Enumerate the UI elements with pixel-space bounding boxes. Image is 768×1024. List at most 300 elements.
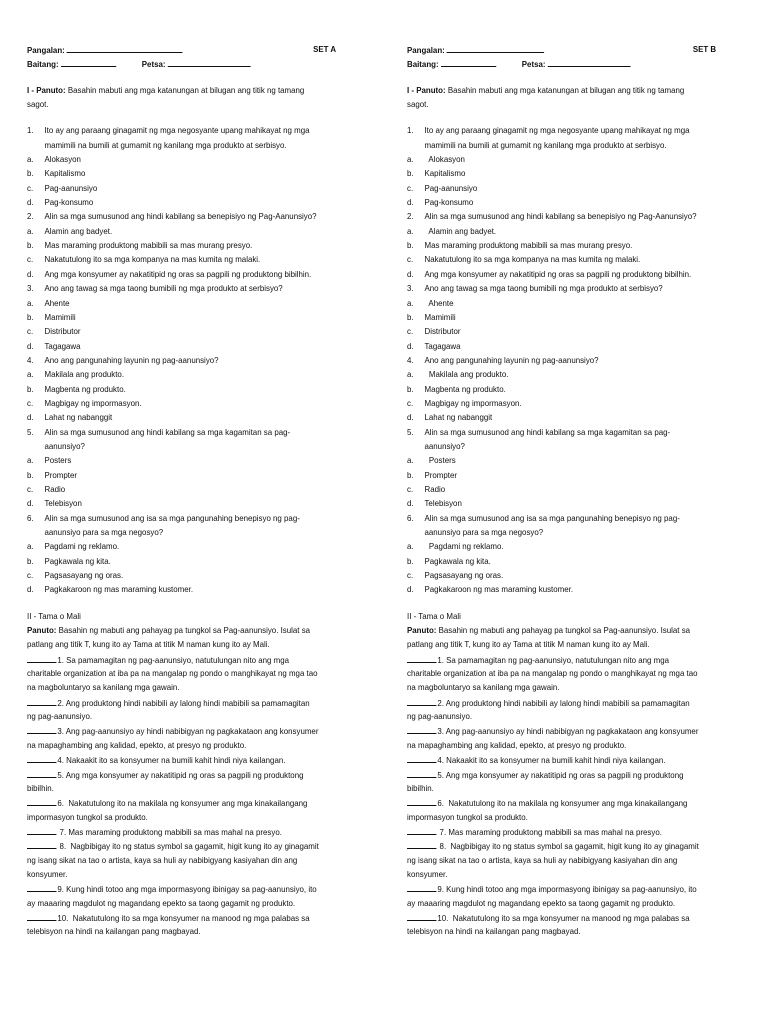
question-number: 6. (407, 512, 414, 523)
tf-item-line (407, 910, 716, 924)
tf-statement-text: na magboluntaryo sa kanilang mga gawain. (407, 682, 560, 693)
tf-statement-text: charitable organization at iba pa na mangalap ng pondo o manghikayat ng mga tao (27, 668, 318, 679)
question-text: Alin sa mga sumusunod ang hindi kabilang sa benepisiyo ng Pag-Aanunsiyo? (424, 211, 697, 222)
question-number: 3. (27, 283, 34, 294)
answer-option[interactable] (407, 324, 716, 338)
answer-option[interactable] (27, 152, 336, 166)
answer-blank[interactable] (407, 910, 436, 921)
question-number: 1. (407, 125, 414, 136)
part2-panuto-label: Panuto: (407, 625, 437, 636)
tf-statement-text: 3. Ang pag-aanunsiyo ay hindi nabibigyan ng pagkakataon ang konsyumer (437, 726, 699, 737)
option-letter: b. (27, 469, 34, 480)
part2-instruction-text: Basahin ng mabuti ang pahayag pa tungkol sa Pag-aanunsiyo. Isulat sa (438, 625, 691, 636)
tf-statement-text: 8. Nagbibigay ito ng status symbol sa gagamit, higit kung ito ay ginagamit (437, 841, 699, 852)
answer-blank[interactable] (27, 767, 56, 778)
name-row (27, 42, 336, 56)
tf-item-line (407, 695, 716, 709)
question-number: 5. (407, 426, 414, 437)
part1-title: I - Panuto: (27, 84, 66, 95)
option-letter: c. (407, 254, 414, 265)
option-text: Distributor (424, 326, 461, 337)
answer-blank[interactable] (407, 767, 436, 778)
question-item (407, 123, 716, 137)
tf-statement-text: konsyumer. (27, 868, 68, 879)
tf-statement-text: 7. Mas maraming produktong mabibili sa mas mahal na presyo. (437, 826, 662, 837)
question-item (27, 353, 336, 367)
option-letter: a. (407, 369, 414, 380)
date-label: Petsa: (141, 59, 166, 70)
answer-option[interactable] (407, 367, 716, 381)
option-text: Makilala ang produkto. (44, 369, 125, 380)
part1-instruction-text: sagot. (407, 99, 429, 110)
option-text: Pagkakaroon ng mas maraming kustomer. (424, 584, 574, 595)
date-blank[interactable] (548, 56, 631, 67)
option-letter: c. (27, 483, 34, 494)
tf-item-line (407, 666, 716, 680)
option-letter: b. (407, 383, 414, 394)
answer-blank[interactable] (27, 910, 56, 921)
tf-statement-text: ng pag-aanunsiyo. (407, 711, 473, 722)
option-text: Telebisyon (44, 498, 82, 509)
set-label: SET A (313, 44, 337, 54)
tf-statement-text: telebisyon na hindi na kailangan pang magbayad. (407, 926, 581, 937)
option-text: Alokasyon (44, 154, 81, 165)
answer-option[interactable] (27, 482, 336, 496)
answer-option[interactable] (407, 468, 716, 482)
tf-item-line (27, 738, 336, 752)
option-letter: a. (27, 297, 34, 308)
answer-option[interactable] (27, 296, 336, 310)
answer-option[interactable] (407, 568, 716, 582)
option-letter: c. (27, 570, 34, 581)
spacer (27, 597, 336, 609)
answer-option[interactable] (27, 339, 336, 353)
tf-item-line (407, 824, 716, 838)
part2-instruction-text: patlang ang titik T, kung ito ay Tama at titik M naman kung ito ay Mali. (27, 639, 270, 650)
option-letter: a. (27, 225, 34, 236)
answer-blank[interactable] (407, 652, 436, 663)
option-text: Pag-konsumo (44, 197, 94, 208)
answer-option[interactable] (27, 324, 336, 338)
tf-statement-text: 10. Nakatutulong ito sa mga konsyumer na manood ng mga palabas sa (437, 912, 690, 923)
option-letter: d. (27, 584, 34, 595)
option-letter: c. (27, 397, 34, 408)
tf-item-line (407, 838, 716, 852)
answer-option[interactable] (27, 267, 336, 281)
option-text: Nakatutulong ito sa mga kompanya na mas kumita ng malaki. (44, 254, 261, 265)
tf-item-line (27, 838, 336, 852)
question-item (407, 425, 716, 439)
answer-blank[interactable] (27, 881, 56, 892)
option-letter: d. (27, 268, 34, 279)
option-letter: c. (407, 570, 414, 581)
tf-statement-text: 5. Ang mga konsyumer ay nakatitipid ng oras sa pagpili ng produktong (57, 769, 304, 780)
date-label: Petsa: (521, 59, 546, 70)
question-number: 4. (27, 354, 34, 365)
tf-statement-text: bibilhin. (407, 782, 434, 793)
part1-instruction-line (407, 83, 716, 97)
part2-instruction-text: Basahin ng mabuti ang pahayag pa tungkol sa Pag-aanunsiyo. Isulat sa (58, 625, 311, 636)
question-text: Alin sa mga sumusunod ang isa sa mga pangunahing benepisyo ng pag- (44, 512, 300, 523)
option-text: Pag-konsumo (424, 197, 474, 208)
tf-item-line (27, 896, 336, 910)
option-letter: a. (27, 455, 34, 466)
option-letter: a. (407, 541, 414, 552)
answer-blank[interactable] (407, 824, 436, 835)
tf-item-line (407, 738, 716, 752)
option-text: Kapitalismo (44, 168, 86, 179)
answer-option[interactable] (407, 410, 716, 424)
answer-option[interactable] (27, 224, 336, 238)
tf-statement-text: 4. Nakaakit ito sa konsyumer na bumili kahit hindi niya kailangan. (437, 755, 666, 766)
option-text: Pagkawala ng kita. (44, 555, 111, 566)
answer-option[interactable] (407, 166, 716, 180)
option-text: Nakatutulong ito sa mga kompanya na mas kumita ng malaki. (424, 254, 641, 265)
option-text: Kapitalismo (424, 168, 466, 179)
answer-blank[interactable] (27, 723, 56, 734)
answer-option[interactable] (407, 296, 716, 310)
tf-statement-text: 1. Sa pamamagitan ng pag-aanunsiyo, natutulungan nito ang mga (57, 654, 290, 665)
option-text: Pagkakaroon ng mas maraming kustomer. (44, 584, 194, 595)
date-blank[interactable] (168, 56, 251, 67)
tf-item-line (27, 824, 336, 838)
option-text: Tagagawa (44, 340, 81, 351)
option-letter: d. (407, 584, 414, 595)
answer-option[interactable] (27, 554, 336, 568)
tf-item-line (27, 680, 336, 694)
option-letter: b. (407, 168, 414, 179)
tf-statement-text: ng isang sikat na tao o artista, kaya sa huli ay nabibigyang kasiyahan din ang (27, 854, 298, 865)
part2-instruction-line (27, 623, 336, 637)
part1-instruction-text: Basahin mabuti ang mga katanungan at bilugan ang titik ng tamang (447, 84, 685, 95)
tf-item-line (27, 695, 336, 709)
question-item (407, 281, 716, 295)
tf-item-line (27, 910, 336, 924)
answer-option[interactable] (407, 582, 716, 596)
option-text: Posters (424, 455, 456, 466)
answer-option[interactable] (27, 195, 336, 209)
tf-statement-text: 2. Ang produktong hindi nabibili ay lalong hindi mabibili sa pamamagitan (57, 697, 310, 708)
tf-statement-text: bibilhin. (27, 782, 54, 793)
question-text-continued: aanunsiyo? (44, 440, 85, 451)
option-letter: d. (27, 197, 34, 208)
option-letter: b. (27, 383, 34, 394)
tf-statement-text: konsyumer. (407, 868, 448, 879)
option-text: Prompter (424, 469, 457, 480)
answer-option[interactable] (407, 195, 716, 209)
answer-blank[interactable] (407, 881, 436, 892)
option-letter: b. (27, 240, 34, 251)
grade-blank[interactable] (441, 56, 496, 67)
tf-item-line (27, 723, 336, 737)
option-letter: b. (407, 555, 414, 566)
tf-statement-text: ay maaaring magdulot ng magandang epekto sa taong gagamit ng produkto. (407, 897, 676, 908)
answer-option[interactable] (27, 367, 336, 381)
tf-item-line (407, 752, 716, 766)
tf-statement-text: impormasyon tungkol sa produkto. (407, 811, 528, 822)
option-text: Radio (44, 483, 66, 494)
option-letter: b. (407, 240, 414, 251)
part2-title: II - Tama o Mali (27, 610, 81, 621)
answer-blank[interactable] (27, 838, 56, 849)
answer-option[interactable] (27, 568, 336, 582)
answer-option[interactable] (27, 382, 336, 396)
option-text: Ang mga konsyumer ay nakatitipid ng oras sa pagpili ng produktong bibilhin. (44, 268, 312, 279)
answer-option[interactable] (407, 396, 716, 410)
answer-option[interactable] (407, 181, 716, 195)
part2-instruction-line (407, 637, 716, 651)
question-number: 5. (27, 426, 34, 437)
option-text: Distributor (44, 326, 81, 337)
question-text: Ito ay ang paraang ginagamit ng mga negosyante upang mahikayat ng mga (44, 125, 310, 136)
tf-item-line (27, 752, 336, 766)
option-letter: c. (407, 326, 414, 337)
option-text: Magbenta ng produkto. (44, 383, 126, 394)
answer-option[interactable] (27, 181, 336, 195)
question-number: 3. (407, 283, 414, 294)
answer-option[interactable] (407, 238, 716, 252)
tf-statement-text: ng pag-aanunsiyo. (27, 711, 93, 722)
part1-instruction-line (27, 97, 336, 111)
tf-statement-text: 4. Nakaakit ito sa konsyumer na bumili kahit hindi niya kailangan. (57, 755, 286, 766)
option-letter: a. (407, 455, 414, 466)
option-letter: b. (407, 469, 414, 480)
option-letter: b. (27, 555, 34, 566)
option-letter: d. (407, 340, 414, 351)
answer-option[interactable] (407, 339, 716, 353)
answer-option[interactable] (407, 152, 716, 166)
option-text: Mas maraming produktong mabibili sa mas murang presyo. (44, 240, 253, 251)
part2-title: II - Tama o Mali (407, 610, 461, 621)
answer-blank[interactable] (407, 695, 436, 706)
grade-blank[interactable] (61, 56, 116, 67)
option-letter: d. (27, 498, 34, 509)
option-text: Lahat ng nabanggit (424, 412, 493, 423)
question-number: 4. (407, 354, 414, 365)
answer-option[interactable] (407, 554, 716, 568)
part1-instruction-line (27, 83, 336, 97)
part1-instruction-line (407, 97, 716, 111)
option-letter: c. (27, 182, 34, 193)
question-item (407, 511, 716, 525)
tf-statement-text: ng isang sikat na tao o artista, kaya sa huli ay nabibigyang kasiyahan din ang (407, 854, 678, 865)
tf-item-line (27, 810, 336, 824)
option-text: Mamimili (44, 311, 76, 322)
question-text-continued: mamimili na bumili at gumamit ng kanilang mga produkto at serbisyo. (424, 139, 667, 150)
tf-item-line (27, 652, 336, 666)
set-b-column (407, 42, 716, 939)
tf-statement-text: na mapaghambing ang kalidad, epekto, at presyo ng produkto. (407, 739, 627, 750)
question-text: Ito ay ang paraang ginagamit ng mga negosyante upang mahikayat ng mga (424, 125, 690, 136)
part2-instruction-text: patlang ang titik T, kung ito ay Tama at titik M naman kung ito ay Mali. (407, 639, 650, 650)
option-text: Pagsasayang ng oras. (44, 570, 124, 581)
part2-panuto-label: Panuto: (27, 625, 57, 636)
name-blank[interactable] (447, 42, 545, 53)
option-text: Mamimili (424, 311, 456, 322)
option-text: Ahente (44, 297, 70, 308)
question-text: Alin sa mga sumusunod ang hindi kabilang sa benepisiyo ng Pag-Aanunsiyo? (44, 211, 317, 222)
option-letter: b. (27, 311, 34, 322)
question-item (407, 353, 716, 367)
option-text: Alamin ang badyet. (44, 225, 113, 236)
tf-item-line (407, 709, 716, 723)
name-label: Pangalan: (407, 45, 445, 55)
tf-item-line (407, 881, 716, 895)
spacer (27, 111, 336, 123)
answer-option[interactable] (407, 539, 716, 553)
tf-item-line (407, 781, 716, 795)
option-letter: a. (27, 154, 34, 165)
tf-statement-text: 3. Ang pag-aanunsiyo ay hindi nabibigyan ng pagkakataon ang konsyumer (57, 726, 319, 737)
name-label: Pangalan: (27, 45, 65, 55)
answer-option[interactable] (407, 496, 716, 510)
tf-statement-text: 7. Mas maraming produktong mabibili sa mas mahal na presyo. (57, 826, 282, 837)
tf-item-line (27, 666, 336, 680)
option-letter: d. (407, 268, 414, 279)
option-letter: d. (407, 498, 414, 509)
tf-item-line (407, 853, 716, 867)
question-text-continued: aanunsiyo para sa mga negosyo? (44, 527, 164, 537)
answer-option[interactable] (27, 310, 336, 324)
spacer (27, 71, 336, 83)
tf-statement-text: impormasyon tungkol sa produkto. (27, 811, 148, 822)
option-letter: c. (407, 483, 414, 494)
option-text: Mas maraming produktong mabibili sa mas murang presyo. (424, 240, 633, 251)
question-text-continued: aanunsiyo? (424, 440, 465, 451)
tf-statement-text: ay maaaring magdulot ng magandang epekto sa taong gagamit ng produkto. (27, 897, 296, 908)
question-item (27, 123, 336, 137)
option-text: Alokasyon (424, 154, 465, 165)
question-text: Alin sa mga sumusunod ang hindi kabilang sa mga kagamitan sa pag- (44, 426, 291, 437)
answer-option[interactable] (407, 482, 716, 496)
answer-option[interactable] (407, 382, 716, 396)
question-number: 2. (27, 211, 34, 222)
tf-item-line (27, 853, 336, 867)
answer-blank[interactable] (407, 838, 436, 849)
option-letter: a. (27, 369, 34, 380)
answer-option[interactable] (27, 396, 336, 410)
tf-statement-text: 1. Sa pamamagitan ng pag-aanunsiyo, natutulungan nito ang mga (437, 654, 670, 665)
option-text: Posters (44, 455, 72, 466)
tf-item-line (407, 896, 716, 910)
question-text: Alin sa mga sumusunod ang hindi kabilang sa mga kagamitan sa pag- (424, 426, 671, 437)
answer-option[interactable] (27, 453, 336, 467)
question-item (407, 209, 716, 223)
option-text: Telebisyon (424, 498, 462, 509)
answer-option[interactable] (27, 539, 336, 553)
set-label: SET B (692, 44, 717, 54)
option-letter: a. (27, 541, 34, 552)
tf-statement-text: charitable organization at iba pa na mangalap ng pondo o manghikayat ng mga tao (407, 668, 698, 679)
option-letter: c. (27, 254, 34, 265)
option-letter: a. (407, 154, 414, 165)
answer-blank[interactable] (27, 652, 56, 663)
set-a-column (27, 42, 336, 939)
answer-blank[interactable] (27, 752, 56, 763)
option-text: Ahente (424, 297, 454, 308)
answer-option[interactable] (27, 238, 336, 252)
name-blank[interactable] (67, 42, 183, 53)
tf-item-line (407, 795, 716, 809)
answer-option[interactable] (27, 252, 336, 266)
option-text: Makilala ang produkto. (424, 369, 509, 380)
option-text: Magbenta ng produkto. (424, 383, 506, 394)
question-number: 6. (27, 512, 34, 523)
tf-statement-text: 8. Nagbibigay ito ng status symbol sa gagamit, higit kung ito ay ginagamit (57, 841, 319, 852)
option-letter: c. (407, 397, 414, 408)
option-text: Radio (424, 483, 446, 494)
option-text: Pagdami ng reklamo. (44, 541, 120, 552)
part2-instruction-line (27, 637, 336, 651)
question-text-continued: mamimili na bumili at gumamit ng kanilang mga produkto at serbisyo. (44, 139, 287, 150)
option-text: Pagdami ng reklamo. (424, 541, 504, 552)
answer-option[interactable] (407, 252, 716, 266)
tf-item-line (407, 867, 716, 881)
question-item (27, 511, 336, 525)
tf-item-line (407, 652, 716, 666)
answer-blank[interactable] (27, 824, 56, 835)
grade-label: Baitang: (27, 59, 59, 70)
option-letter: a. (407, 297, 414, 308)
part1-title: I - Panuto: (407, 84, 446, 95)
answer-option[interactable] (27, 582, 336, 596)
option-text: Pag-aanunsiyo (44, 182, 98, 193)
tf-item-line (407, 810, 716, 824)
answer-blank[interactable] (407, 723, 436, 734)
tf-statement-text: 2. Ang produktong hindi nabibili ay lalong hindi mabibili sa pamamagitan (437, 697, 690, 708)
option-text: Pagkawala ng kita. (424, 555, 491, 566)
answer-option[interactable] (407, 310, 716, 324)
tf-item-line (27, 781, 336, 795)
answer-option[interactable] (27, 468, 336, 482)
answer-option[interactable] (407, 453, 716, 467)
option-text: Tagagawa (424, 340, 461, 351)
option-letter: a. (407, 225, 414, 236)
option-letter: c. (407, 182, 414, 193)
option-text: Magbigay ng impormasyon. (424, 397, 522, 408)
grade-label: Baitang: (407, 59, 439, 70)
question-item (27, 425, 336, 439)
tf-statement-text: 9. Kung hindi totoo ang mga impormasyong ibinigay sa pag-aanunsiyo, ito (437, 884, 697, 895)
question-item (27, 209, 336, 223)
part1-instruction-text: Basahin mabuti ang mga katanungan at bilugan ang titik ng tamang (67, 84, 305, 95)
tf-item-line (27, 924, 336, 938)
option-text: Ang mga konsyumer ay nakatitipid ng oras sa pagpili ng produktong bibilhin. (424, 268, 692, 279)
answer-option[interactable] (27, 496, 336, 510)
tf-statement-text: 10. Nakatutulong ito sa mga konsyumer na manood ng mga palabas sa (57, 912, 310, 923)
answer-option[interactable] (27, 410, 336, 424)
answer-option[interactable] (407, 224, 716, 238)
tf-statement-text: 6. Nakatutulong ito na makilala ng konsyumer ang mga kinakailangang (437, 798, 688, 809)
option-text: Lahat ng nabanggit (44, 412, 113, 423)
question-text: Alin sa mga sumusunod ang isa sa mga pangunahing benepisyo ng pag- (424, 512, 680, 523)
option-letter: c. (27, 326, 34, 337)
option-text: Pagsasayang ng oras. (424, 570, 504, 581)
answer-blank[interactable] (27, 695, 56, 706)
tf-statement-text: 9. Kung hindi totoo ang mga impormasyong ibinigay sa pag-aanunsiyo, ito (57, 884, 317, 895)
answer-blank[interactable] (407, 752, 436, 763)
answer-blank[interactable] (407, 795, 436, 806)
answer-option[interactable] (27, 166, 336, 180)
tf-item-line (27, 867, 336, 881)
part2-instruction-line (407, 623, 716, 637)
answer-blank[interactable] (27, 795, 56, 806)
answer-option[interactable] (407, 267, 716, 281)
spacer (407, 111, 716, 123)
option-text: Pag-aanunsiyo (424, 182, 478, 193)
question-text: Ano ang tawag sa mga taong bumibili ng mga produkto at serbisyo? (424, 283, 663, 294)
name-row (407, 42, 716, 56)
